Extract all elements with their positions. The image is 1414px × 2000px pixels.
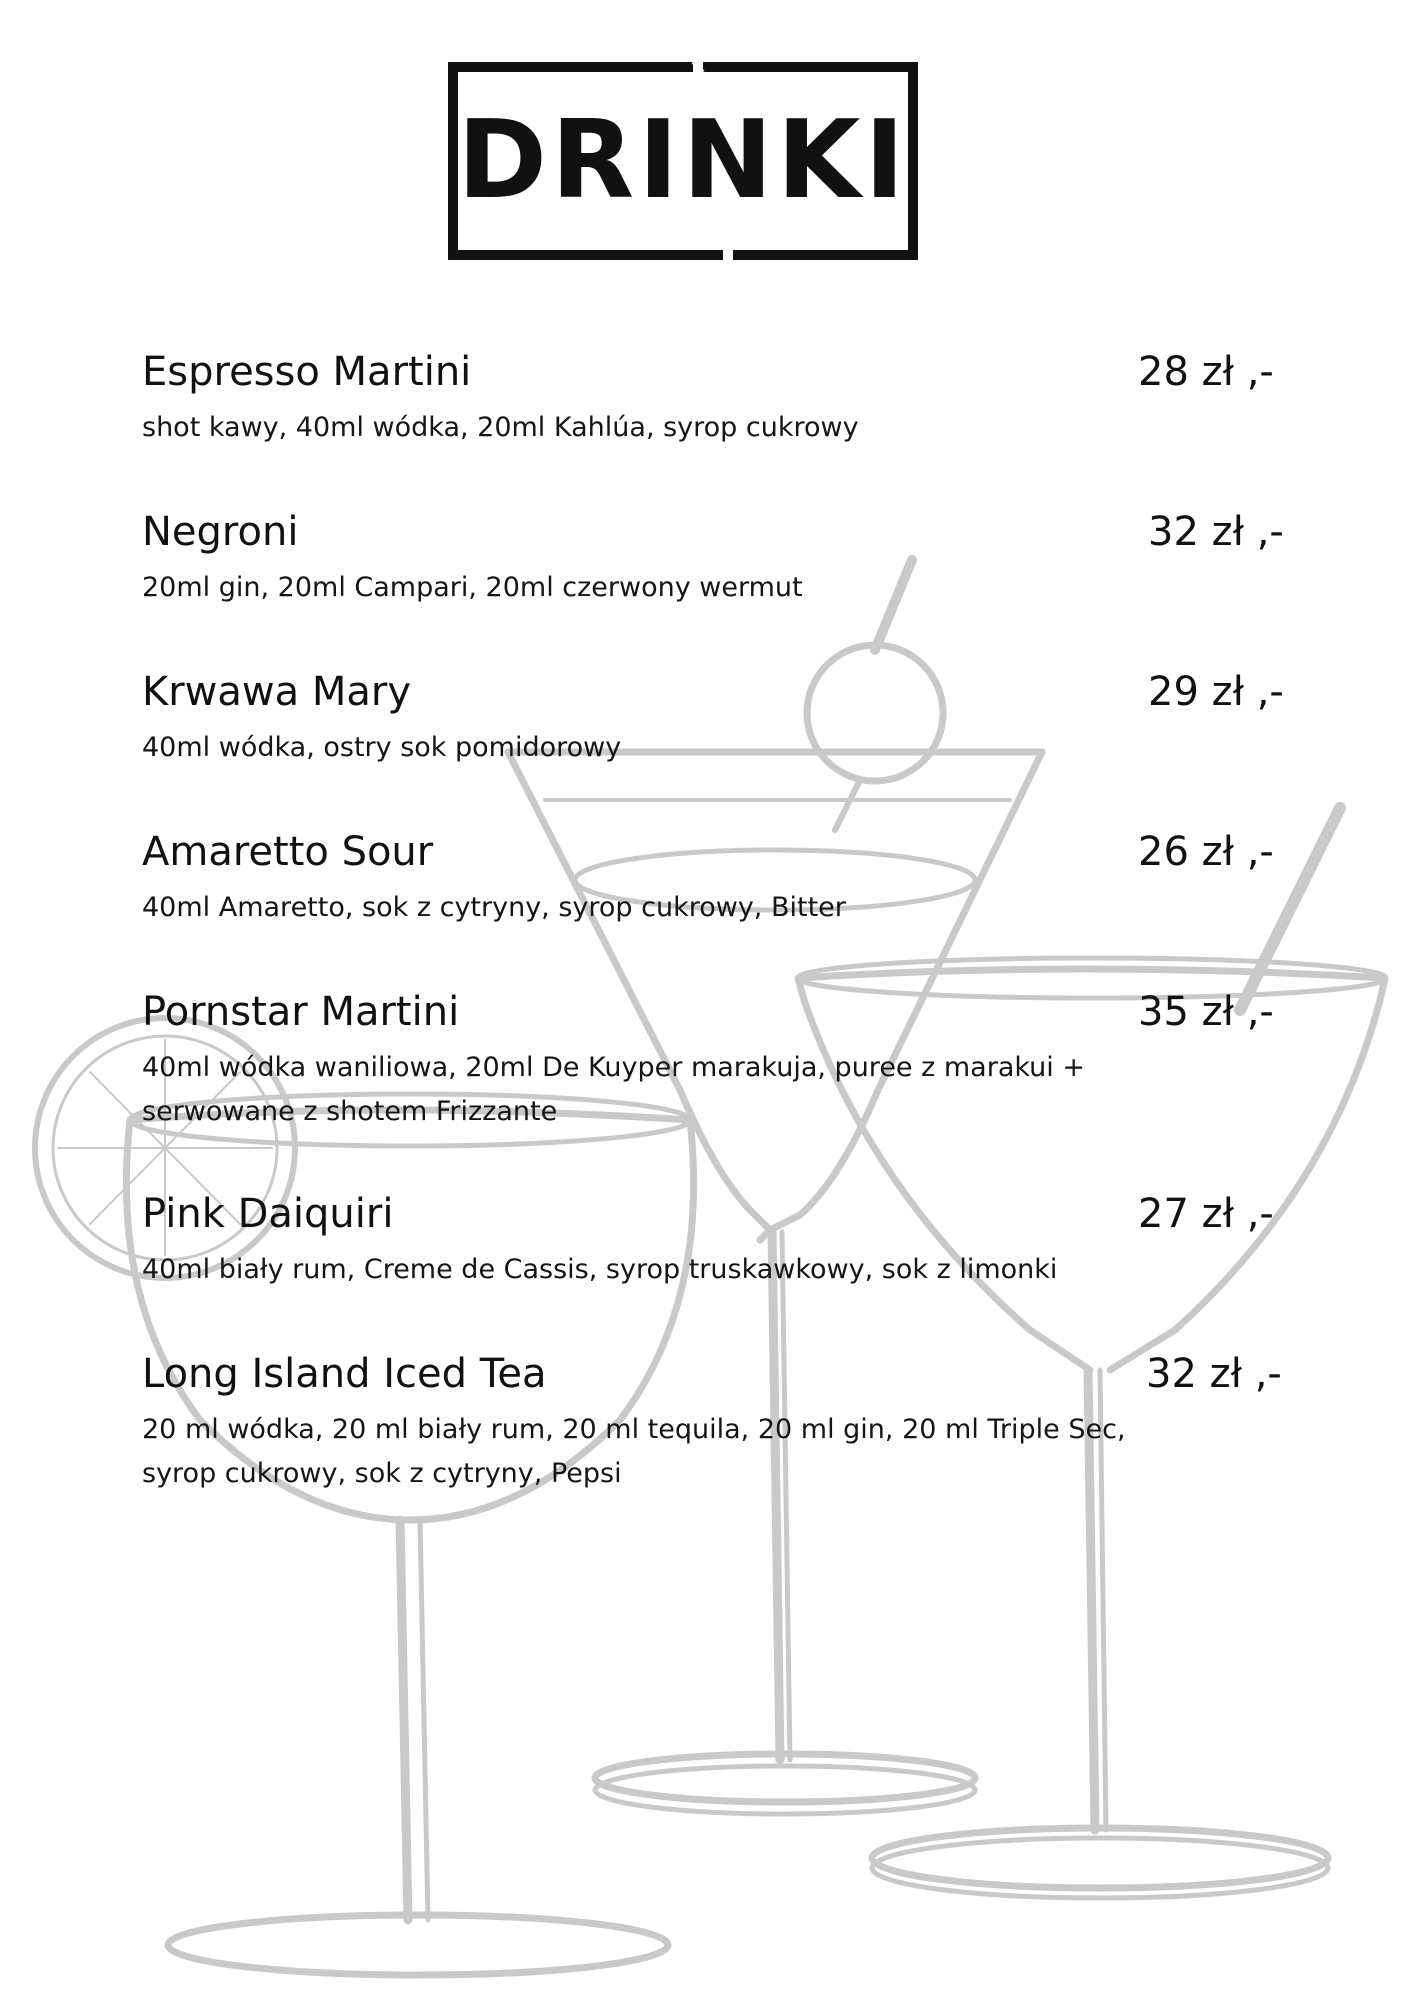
drink-name: Amaretto Sour	[142, 829, 434, 875]
drink-price: 26 zł ,-	[1138, 829, 1274, 875]
drink-description: 40ml Amaretto, sok z cytryny, syrop cukrowy, Bitter	[142, 892, 846, 923]
drink-description: shot kawy, 40ml wódka, 20ml Kahlúa, syrop cukrowy	[142, 412, 859, 443]
drink-name: Krwawa Mary	[142, 669, 411, 715]
page-title: DRINKI	[457, 98, 909, 223]
drink-description: 20ml gin, 20ml Campari, 20ml czerwony wermut	[142, 572, 803, 603]
drink-name: Negroni	[142, 509, 299, 555]
drink-description: 20 ml wódka, 20 ml biały rum, 20 ml tequila, 20 ml gin, 20 ml Triple Sec, syrop cukrowy, sok z cytryny, Pepsi	[142, 1414, 1126, 1489]
drink-description: 40ml wódka waniliowa, 20ml De Kuyper marakuja, puree z marakui + serwowane z shotem Frizzante	[142, 1052, 1085, 1127]
drink-name: Long Island Iced Tea	[142, 1351, 547, 1397]
drink-price: 35 zł ,-	[1138, 989, 1274, 1035]
drink-name: Pornstar Martini	[142, 989, 460, 1035]
drink-name: Espresso Martini	[142, 349, 472, 395]
drink-price: 29 zł ,-	[1148, 669, 1284, 715]
drink-description: 40ml biały rum, Creme de Cassis, syrop truskawkowy, sok z limonki	[142, 1254, 1058, 1285]
drink-price: 32 zł ,-	[1148, 509, 1284, 555]
drink-price: 32 zł ,-	[1146, 1351, 1282, 1397]
drink-price: 28 zł ,-	[1138, 349, 1274, 395]
drink-name: Pink Daiquiri	[142, 1191, 394, 1237]
drink-price: 27 zł ,-	[1138, 1191, 1274, 1237]
drink-description: 40ml wódka, ostry sok pomidorowy	[142, 732, 622, 763]
